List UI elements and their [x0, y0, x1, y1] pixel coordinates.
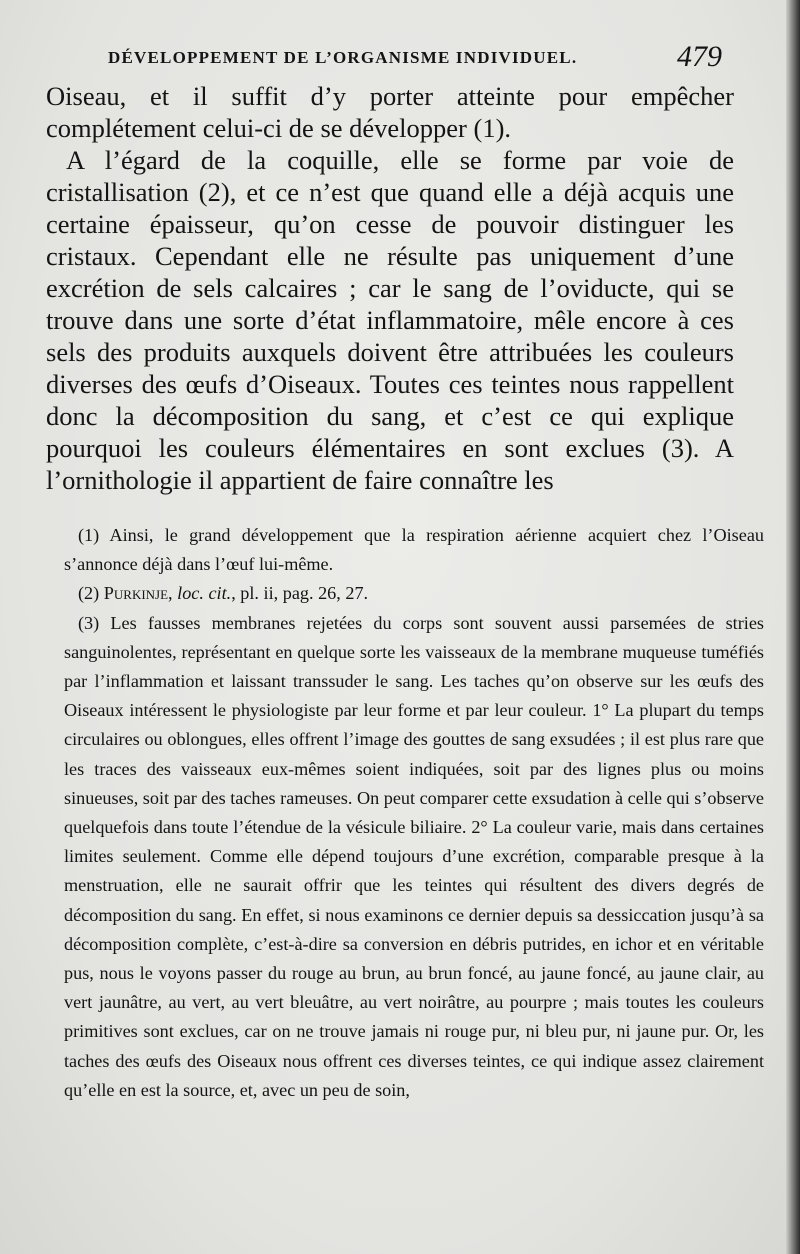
page-binding-edge	[786, 0, 800, 1254]
footnote-2-rest: , pl. ii, pag. 26, 27.	[231, 583, 369, 604]
main-text	[46, 80, 734, 496]
footnotes	[64, 521, 764, 1105]
footnote-2-author: Purkinje	[103, 583, 169, 604]
footnote-3: (3) Les fausses membranes rejetées du corps sont souvent aussi parsemées de stries sanguinolentes, représentant en quelque sorte les vaisseaux de la membrane muqueuse tuméfiés par l’inflammation et laissant transsuder le sang. Les taches qu’on observe sur les œufs des Oiseaux intéressent le physiologiste par leur forme et par leur couleur. 1° La plupart du temps circulaires ou oblongues, elles offrent l’image des gouttes de sang exsudées ; il est plus rare que les traces des vaisseaux eux-mêmes soient indiquées, soit par des lignes plus ou moins sinueuses, soit par des taches rameuses. On peut comparer cette exsudation à celle qui s’observe quelquefois dans toute l’étendue de la vésicule biliaire. 2° La couleur varie, mais dans certaines limites seulement. Comme elle dépend toujours d’une excrétion, comparable presque à la menstruation, elle ne saurait offrir que les teintes qui résultent des divers degrés de décomposition du sang. En effet, si nous examinons ce dernier depuis sa dessiccation jusqu’à sa décomposition complète, c’est-à-dire sa conversion en débris putrides, en ichor et en véritable pus, nous le voyons passer du rouge au brun, au brun foncé, au jaune foncé, au jaune clair, au vert jaunâtre, au vert, au vert bleuâtre, au vert noirâtre, au pourpre ; mais toutes les couleurs primitives sont exclues, car on ne trouve jamais ni rouge pur, ni bleu pur, ni jaune pur. Or, les taches des œufs des Oiseaux nous offrent ces diverses teintes, ce qui indique assez clairement qu’elle en est la source, et, avec un peu de soin,	[64, 612, 764, 1100]
footnote-2-prefix: (2)	[78, 583, 104, 604]
page-number: 479	[677, 40, 722, 73]
footnote-2-mid: ,	[168, 583, 178, 604]
paragraph-1: Oiseau, et il suffit d’y porter atteinte pour empêcher complétement celui-ci de se développer (1).	[46, 81, 734, 143]
footnote-2-reference: loc. cit.	[177, 583, 232, 604]
footnote-1: (1) Ainsi, le grand développement que la respiration aérienne acquiert chez l’Oiseau s’annonce déjà dans l’œuf lui-même.	[64, 525, 764, 575]
running-head: DÉVELOPPEMENT DE L’ORGANISME INDIVIDUEL.	[108, 48, 578, 67]
page-header	[92, 40, 722, 76]
footnote-2	[64, 579, 764, 608]
paragraph-2: A l’égard de la coquille, elle se forme par voie de cristallisation (2), et ce n’est que quand elle a déjà acquis une certaine épaisseur, qu’on cesse de pouvoir distinguer les cristaux. Cependant elle ne résulte pas uniquement d’une excrétion de sels calcaires ; car le sang de l’oviducte, qui se trouve dans une sorte d’état inflammatoire, mêle encore à ces sels des produits auxquels doivent être attribuées les couleurs diverses des œufs d’Oiseaux. Toutes ces teintes nous rappellent donc la décomposition du sang, et c’est ce qui explique pourquoi les couleurs élémentaires en sont exclues (3). A l’ornithologie il appartient de faire connaître les	[46, 145, 734, 495]
